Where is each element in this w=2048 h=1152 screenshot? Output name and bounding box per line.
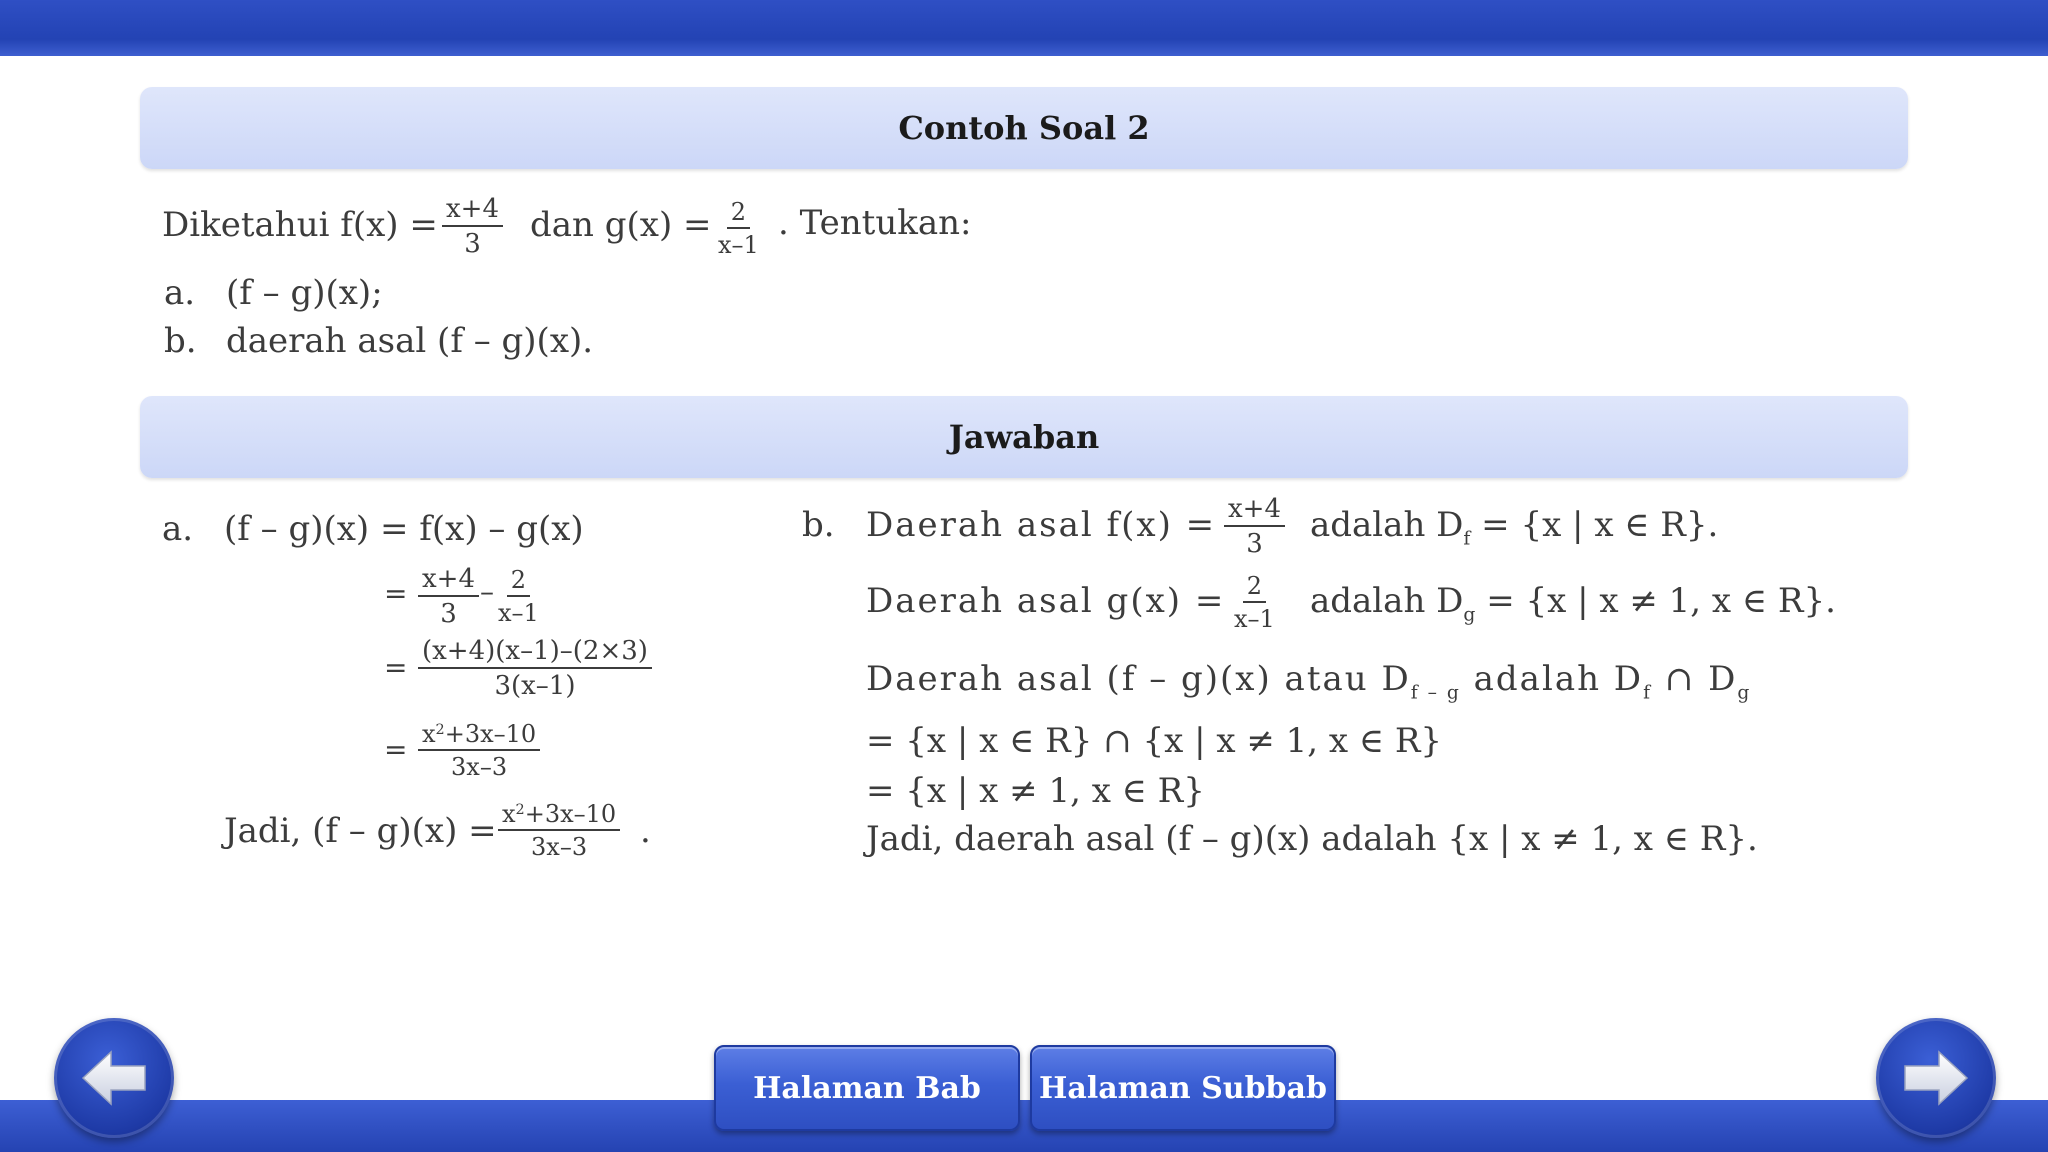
arrow-right-icon	[1901, 1048, 1971, 1108]
fraction-denominator: 3	[440, 599, 457, 629]
exponent: 2	[515, 802, 525, 819]
variable-x: x	[502, 800, 516, 828]
answer-b-line4: = {x | x ∈ R} ∩ {x | x ≠ 1, x ∈ R}	[866, 721, 1443, 761]
answer-b-conclusion: Jadi, daerah asal (f – g)(x) adalah {x | x ≠ 1, x ∈ R}.	[866, 819, 1758, 859]
chapter-page-label: Halaman Bab	[753, 1070, 981, 1106]
arrow-left-icon	[79, 1048, 149, 1108]
intersection: ∩ D	[1652, 659, 1738, 699]
fraction-numerator	[498, 802, 620, 831]
prev-page-button[interactable]	[54, 1018, 174, 1138]
problem-intro: Diketahui f(x) =	[162, 205, 438, 245]
domain-text: adalah D	[1310, 505, 1464, 545]
fraction-denominator: 3(x–1)	[494, 671, 576, 701]
variable-x: x	[422, 720, 436, 748]
exponent: 2	[435, 722, 445, 739]
chapter-page-button[interactable]	[714, 1045, 1020, 1131]
fraction-denominator: x–1	[1234, 605, 1275, 633]
subscript: g	[1737, 682, 1752, 704]
fraction-denominator: x–1	[498, 599, 539, 627]
problem-g-fraction	[718, 200, 759, 257]
example-title: Contoh Soal 2	[898, 109, 1150, 147]
polynomial-rest: +3x–10	[444, 720, 537, 748]
bottom-bar	[0, 1100, 2048, 1152]
answer-title: Jawaban	[948, 418, 1100, 456]
minus-sign: –	[480, 575, 494, 608]
answer-b-line5: = {x | x ≠ 1, x ∈ R}	[866, 771, 1205, 811]
answer-b-f-fraction	[1224, 496, 1285, 557]
answer-a-step2-fraction	[418, 638, 652, 699]
fraction-numerator: 2	[727, 200, 750, 229]
polynomial-rest: +3x–10	[524, 800, 617, 828]
problem-item-text: (f – g)(x);	[226, 273, 383, 313]
answer-a-conclusion-fraction	[498, 802, 620, 859]
problem-item-label: a.	[164, 273, 196, 313]
equals-sign: =	[384, 651, 408, 684]
problem-item-label: b.	[164, 321, 197, 361]
problem-f-fraction	[442, 196, 503, 257]
subscript: f – g	[1410, 682, 1461, 704]
set-notation: = {x | x ∈ R}.	[1470, 505, 1719, 545]
answer-b-domain-f	[1310, 505, 1719, 550]
problem-instruction: . Tentukan:	[778, 203, 972, 243]
problem-intro-g: dan g(x) =	[530, 205, 712, 245]
answer-a-conclusion: Jadi, (f – g)(x) =	[224, 811, 497, 851]
fraction-denominator: 3x–3	[451, 753, 508, 781]
fraction-numerator: x+4	[1224, 496, 1285, 527]
subchapter-page-button[interactable]	[1030, 1045, 1336, 1131]
subscript: f	[1463, 528, 1471, 550]
answer-a-step3-fraction	[418, 722, 540, 779]
answer-title-banner	[140, 396, 1908, 478]
domain-text: adalah D	[1460, 659, 1644, 699]
answer-b-g-fraction	[1234, 574, 1275, 631]
answer-b-domain-g	[1310, 581, 1836, 626]
fraction-numerator	[418, 722, 540, 751]
subscript: g	[1463, 604, 1476, 626]
fraction-denominator: 3x–3	[531, 833, 588, 861]
domain-text: adalah D	[1310, 581, 1464, 621]
next-page-button[interactable]	[1876, 1018, 1996, 1138]
answer-b-line1: Daerah asal f(x) =	[866, 505, 1217, 545]
problem-item-text: daerah asal (f – g)(x).	[226, 321, 594, 361]
domain-text: Daerah asal (f – g)(x) atau D	[866, 659, 1411, 699]
subscript: f	[1643, 682, 1652, 704]
answer-a-step1-fraction-1	[418, 566, 479, 627]
set-notation: = {x | x ≠ 1, x ∈ R}.	[1475, 581, 1836, 621]
equals-sign: =	[384, 733, 408, 766]
fraction-denominator: 3	[1246, 529, 1263, 559]
example-title-banner	[140, 87, 1908, 169]
fraction-numerator: 2	[1243, 574, 1266, 603]
period: .	[640, 811, 651, 851]
fraction-denominator: x–1	[718, 231, 759, 259]
top-bar	[0, 0, 2048, 56]
equals-sign: =	[384, 577, 408, 610]
fraction-numerator: x+4	[442, 196, 503, 227]
answer-b-line2: Daerah asal g(x) =	[866, 581, 1226, 621]
fraction-numerator: (x+4)(x–1)–(2×3)	[418, 638, 652, 669]
subchapter-page-label: Halaman Subbab	[1039, 1070, 1327, 1106]
answer-a-step1-fraction-2	[498, 568, 539, 625]
answer-a-line1: (f – g)(x) = f(x) – g(x)	[224, 509, 584, 549]
answer-b-line3	[866, 659, 1752, 704]
answer-b-label: b.	[802, 505, 835, 545]
fraction-numerator: 2	[507, 568, 530, 597]
fraction-numerator: x+4	[418, 566, 479, 597]
answer-a-label: a.	[162, 509, 194, 549]
fraction-denominator: 3	[464, 229, 481, 259]
